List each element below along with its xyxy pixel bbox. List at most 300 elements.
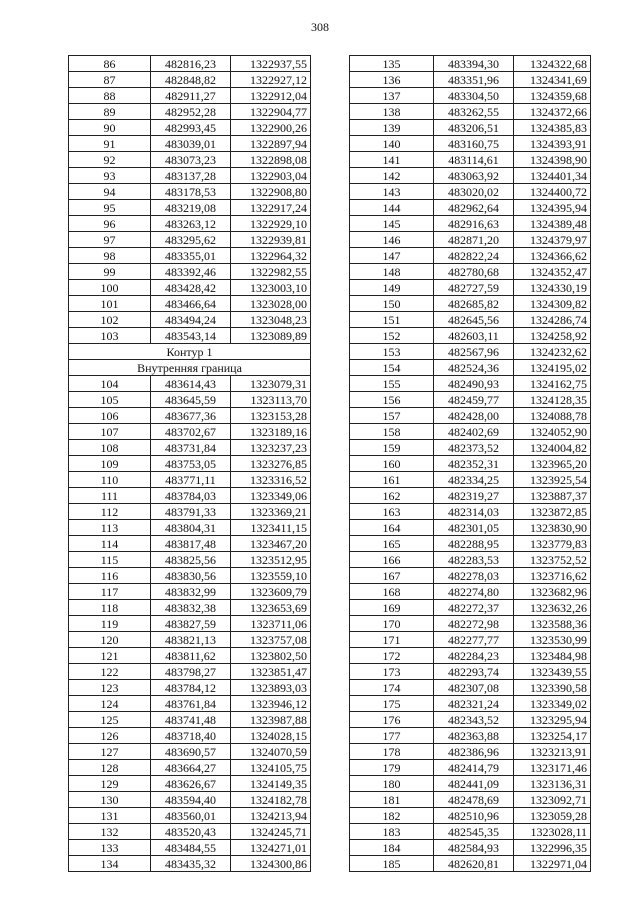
table-row xyxy=(350,696,591,712)
table-row xyxy=(350,792,591,808)
y-coordinate-cell: 1324271,01 xyxy=(231,840,311,856)
x-coordinate-cell: 483702,67 xyxy=(151,424,231,440)
y-coordinate-cell: 1322904,77 xyxy=(231,104,311,120)
y-coordinate-cell: 1322908,80 xyxy=(231,184,311,200)
y-coordinate-cell: 1323682,96 xyxy=(514,584,591,600)
point-number-cell: 133 xyxy=(69,840,151,856)
table-row xyxy=(69,488,311,504)
table-row xyxy=(350,568,591,584)
table-row xyxy=(350,56,591,72)
y-coordinate-cell: 1324300,86 xyxy=(231,856,311,872)
point-number-cell: 140 xyxy=(350,136,434,152)
table-row xyxy=(69,248,311,264)
page-number: 308 xyxy=(311,20,329,34)
table-row xyxy=(69,712,311,728)
y-coordinate-cell: 1323369,21 xyxy=(231,504,311,520)
y-coordinate-cell: 1322898,08 xyxy=(231,152,311,168)
point-number-cell: 139 xyxy=(350,120,434,136)
point-number-cell: 109 xyxy=(69,456,151,472)
table-row xyxy=(350,72,591,88)
y-coordinate-cell: 1323276,85 xyxy=(231,456,311,472)
table-row xyxy=(69,440,311,456)
table-row xyxy=(69,88,311,104)
y-coordinate-cell: 1323153,28 xyxy=(231,408,311,424)
point-number-cell: 131 xyxy=(69,808,151,824)
point-number-cell: 111 xyxy=(69,488,151,504)
y-coordinate-cell: 1323893,03 xyxy=(231,680,311,696)
table-row xyxy=(350,376,591,392)
x-coordinate-cell: 483718,40 xyxy=(151,728,231,744)
x-coordinate-cell: 483063,92 xyxy=(434,168,514,184)
y-coordinate-cell: 1324366,62 xyxy=(514,248,591,264)
y-coordinate-cell: 1323851,47 xyxy=(231,664,311,680)
point-number-cell: 152 xyxy=(350,328,434,344)
table-row xyxy=(69,216,311,232)
table-row xyxy=(350,504,591,520)
table-row xyxy=(350,520,591,536)
x-coordinate-cell: 482911,27 xyxy=(151,88,231,104)
point-number-cell: 179 xyxy=(350,760,434,776)
point-number-cell: 173 xyxy=(350,664,434,680)
point-number-cell: 94 xyxy=(69,184,151,200)
point-number-cell: 176 xyxy=(350,712,434,728)
table-row xyxy=(69,504,311,520)
table-row xyxy=(350,664,591,680)
x-coordinate-cell: 482283,53 xyxy=(434,552,514,568)
point-number-cell: 180 xyxy=(350,776,434,792)
y-coordinate-cell: 1324182,78 xyxy=(231,792,311,808)
table-row xyxy=(69,408,311,424)
table-row xyxy=(350,536,591,552)
point-number-cell: 102 xyxy=(69,312,151,328)
y-coordinate-cell: 1323830,90 xyxy=(514,520,591,536)
table-row xyxy=(350,488,591,504)
x-coordinate-cell: 482822,24 xyxy=(434,248,514,264)
y-coordinate-cell: 1324385,83 xyxy=(514,120,591,136)
point-number-cell: 123 xyxy=(69,680,151,696)
y-coordinate-cell: 1322903,04 xyxy=(231,168,311,184)
table-row xyxy=(69,328,311,344)
x-coordinate-cell: 483817,48 xyxy=(151,536,231,552)
x-coordinate-cell: 483753,05 xyxy=(151,456,231,472)
x-coordinate-cell: 483543,14 xyxy=(151,328,231,344)
point-number-cell: 174 xyxy=(350,680,434,696)
table-row xyxy=(69,520,311,536)
x-coordinate-cell: 482780,68 xyxy=(434,264,514,280)
y-coordinate-cell: 1323254,17 xyxy=(514,728,591,744)
x-coordinate-cell: 483811,62 xyxy=(151,648,231,664)
table-row xyxy=(69,856,311,872)
point-number-cell: 98 xyxy=(69,248,151,264)
point-number-cell: 122 xyxy=(69,664,151,680)
y-coordinate-cell: 1323003,10 xyxy=(231,280,311,296)
y-coordinate-cell: 1323059,28 xyxy=(514,808,591,824)
point-number-cell: 119 xyxy=(69,616,151,632)
x-coordinate-cell: 482343,52 xyxy=(434,712,514,728)
table-row xyxy=(69,568,311,584)
point-number-cell: 142 xyxy=(350,168,434,184)
point-number-cell: 110 xyxy=(69,472,151,488)
y-coordinate-cell: 1323349,06 xyxy=(231,488,311,504)
table-row xyxy=(350,264,591,280)
table-row xyxy=(350,168,591,184)
x-coordinate-cell: 482620,81 xyxy=(434,856,514,872)
point-number-cell: 161 xyxy=(350,472,434,488)
point-number-cell: 124 xyxy=(69,696,151,712)
point-number-cell: 146 xyxy=(350,232,434,248)
table-row xyxy=(350,632,591,648)
point-number-cell: 121 xyxy=(69,648,151,664)
x-coordinate-cell: 482414,79 xyxy=(434,760,514,776)
x-coordinate-cell: 482524,36 xyxy=(434,360,514,376)
point-number-cell: 150 xyxy=(350,296,434,312)
table-row xyxy=(69,600,311,616)
table-row xyxy=(350,360,591,376)
table-row xyxy=(69,648,311,664)
table-row xyxy=(69,552,311,568)
table-row xyxy=(69,840,311,856)
x-coordinate-cell: 483645,59 xyxy=(151,392,231,408)
y-coordinate-cell: 1323028,00 xyxy=(231,296,311,312)
point-number-cell: 141 xyxy=(350,152,434,168)
y-coordinate-cell: 1323711,06 xyxy=(231,616,311,632)
point-number-cell: 165 xyxy=(350,536,434,552)
y-coordinate-cell: 1323512,95 xyxy=(231,552,311,568)
point-number-cell: 125 xyxy=(69,712,151,728)
x-coordinate-cell: 482993,45 xyxy=(151,120,231,136)
y-coordinate-cell: 1323213,91 xyxy=(514,744,591,760)
x-coordinate-cell: 482272,37 xyxy=(434,600,514,616)
y-coordinate-cell: 1323349,02 xyxy=(514,696,591,712)
point-number-cell: 153 xyxy=(350,344,434,360)
point-number-cell: 115 xyxy=(69,552,151,568)
point-number-cell: 185 xyxy=(350,856,434,872)
x-coordinate-cell: 483664,27 xyxy=(151,760,231,776)
y-coordinate-cell: 1324389,48 xyxy=(514,216,591,232)
table-row xyxy=(69,584,311,600)
point-number-cell: 172 xyxy=(350,648,434,664)
y-coordinate-cell: 1323559,10 xyxy=(231,568,311,584)
table-row xyxy=(350,680,591,696)
x-coordinate-cell: 483825,56 xyxy=(151,552,231,568)
point-number-cell: 136 xyxy=(350,72,434,88)
table-row xyxy=(350,824,591,840)
x-coordinate-cell: 483494,24 xyxy=(151,312,231,328)
point-number-cell: 128 xyxy=(69,760,151,776)
x-coordinate-cell: 483304,50 xyxy=(434,88,514,104)
point-number-cell: 156 xyxy=(350,392,434,408)
section-subtitle: Внутренняя граница xyxy=(69,360,311,376)
point-number-cell: 92 xyxy=(69,152,151,168)
table-row xyxy=(350,600,591,616)
x-coordinate-cell: 483626,67 xyxy=(151,776,231,792)
point-number-cell: 137 xyxy=(350,88,434,104)
y-coordinate-cell: 1323028,11 xyxy=(514,824,591,840)
y-coordinate-cell: 1323716,62 xyxy=(514,568,591,584)
table-row xyxy=(350,760,591,776)
y-coordinate-cell: 1324401,34 xyxy=(514,168,591,184)
x-coordinate-cell: 482567,96 xyxy=(434,344,514,360)
x-coordinate-cell: 482352,31 xyxy=(434,456,514,472)
table-row xyxy=(350,104,591,120)
x-coordinate-cell: 483741,48 xyxy=(151,712,231,728)
x-coordinate-cell: 483394,30 xyxy=(434,56,514,72)
x-coordinate-cell: 482334,25 xyxy=(434,472,514,488)
point-number-cell: 157 xyxy=(350,408,434,424)
point-number-cell: 149 xyxy=(350,280,434,296)
point-number-cell: 159 xyxy=(350,440,434,456)
table-row xyxy=(350,456,591,472)
table-row xyxy=(350,616,591,632)
table-row xyxy=(69,616,311,632)
point-number-cell: 97 xyxy=(69,232,151,248)
table-row xyxy=(69,72,311,88)
x-coordinate-cell: 482321,24 xyxy=(434,696,514,712)
y-coordinate-cell: 1324258,92 xyxy=(514,328,591,344)
table-row xyxy=(69,776,311,792)
table-row xyxy=(69,200,311,216)
x-coordinate-cell: 483784,03 xyxy=(151,488,231,504)
x-coordinate-cell: 483832,99 xyxy=(151,584,231,600)
table-row xyxy=(350,136,591,152)
y-coordinate-cell: 1324286,74 xyxy=(514,312,591,328)
table-row xyxy=(69,376,311,392)
table-row xyxy=(69,392,311,408)
point-number-cell: 103 xyxy=(69,328,151,344)
x-coordinate-cell: 483791,33 xyxy=(151,504,231,520)
y-coordinate-cell: 1323588,36 xyxy=(514,616,591,632)
table-row xyxy=(69,104,311,120)
y-coordinate-cell: 1324232,62 xyxy=(514,344,591,360)
x-coordinate-cell: 483435,32 xyxy=(151,856,231,872)
x-coordinate-cell: 482314,03 xyxy=(434,504,514,520)
y-coordinate-cell: 1324352,47 xyxy=(514,264,591,280)
point-number-cell: 145 xyxy=(350,216,434,232)
section-title: Контур 1 xyxy=(69,344,311,360)
y-coordinate-cell: 1323530,99 xyxy=(514,632,591,648)
y-coordinate-cell: 1324379,97 xyxy=(514,232,591,248)
x-coordinate-cell: 482386,96 xyxy=(434,744,514,760)
point-number-cell: 148 xyxy=(350,264,434,280)
x-coordinate-cell: 483351,96 xyxy=(434,72,514,88)
x-coordinate-cell: 482848,82 xyxy=(151,72,231,88)
y-coordinate-cell: 1322982,55 xyxy=(231,264,311,280)
table-row xyxy=(69,728,311,744)
y-coordinate-cell: 1322897,94 xyxy=(231,136,311,152)
table-row xyxy=(69,56,311,72)
x-coordinate-cell: 483771,11 xyxy=(151,472,231,488)
x-coordinate-cell: 483114,61 xyxy=(434,152,514,168)
point-number-cell: 168 xyxy=(350,584,434,600)
y-coordinate-cell: 1323189,16 xyxy=(231,424,311,440)
table-row xyxy=(350,584,591,600)
x-coordinate-cell: 483484,55 xyxy=(151,840,231,856)
point-number-cell: 127 xyxy=(69,744,151,760)
point-number-cell: 106 xyxy=(69,408,151,424)
y-coordinate-cell: 1322912,04 xyxy=(231,88,311,104)
x-coordinate-cell: 482545,35 xyxy=(434,824,514,840)
point-number-cell: 126 xyxy=(69,728,151,744)
table-row xyxy=(350,552,591,568)
table-row xyxy=(69,184,311,200)
x-coordinate-cell: 483731,84 xyxy=(151,440,231,456)
y-coordinate-cell: 1323171,46 xyxy=(514,760,591,776)
y-coordinate-cell: 1324213,94 xyxy=(231,808,311,824)
y-coordinate-cell: 1323113,70 xyxy=(231,392,311,408)
table-row xyxy=(69,744,311,760)
point-number-cell: 154 xyxy=(350,360,434,376)
table-row xyxy=(350,88,591,104)
point-number-cell: 164 xyxy=(350,520,434,536)
y-coordinate-cell: 1323925,54 xyxy=(514,472,591,488)
y-coordinate-cell: 1323411,15 xyxy=(231,520,311,536)
point-number-cell: 170 xyxy=(350,616,434,632)
point-number-cell: 104 xyxy=(69,376,151,392)
y-coordinate-cell: 1323295,94 xyxy=(514,712,591,728)
x-coordinate-cell: 482288,95 xyxy=(434,536,514,552)
x-coordinate-cell: 482459,77 xyxy=(434,392,514,408)
x-coordinate-cell: 483804,31 xyxy=(151,520,231,536)
point-number-cell: 169 xyxy=(350,600,434,616)
point-number-cell: 89 xyxy=(69,104,151,120)
point-number-cell: 95 xyxy=(69,200,151,216)
point-number-cell: 99 xyxy=(69,264,151,280)
table-row xyxy=(350,648,591,664)
y-coordinate-cell: 1323987,88 xyxy=(231,712,311,728)
point-number-cell: 129 xyxy=(69,776,151,792)
y-coordinate-cell: 1324195,02 xyxy=(514,360,591,376)
x-coordinate-cell: 482293,74 xyxy=(434,664,514,680)
x-coordinate-cell: 483263,12 xyxy=(151,216,231,232)
y-coordinate-cell: 1322939,81 xyxy=(231,232,311,248)
table-row xyxy=(69,792,311,808)
table-row xyxy=(350,328,591,344)
y-coordinate-cell: 1323653,69 xyxy=(231,600,311,616)
point-number-cell: 163 xyxy=(350,504,434,520)
y-coordinate-cell: 1324028,15 xyxy=(231,728,311,744)
point-number-cell: 113 xyxy=(69,520,151,536)
x-coordinate-cell: 483821,13 xyxy=(151,632,231,648)
point-number-cell: 160 xyxy=(350,456,434,472)
x-coordinate-cell: 483560,01 xyxy=(151,808,231,824)
y-coordinate-cell: 1323946,12 xyxy=(231,696,311,712)
x-coordinate-cell: 483160,75 xyxy=(434,136,514,152)
x-coordinate-cell: 482277,77 xyxy=(434,632,514,648)
x-coordinate-cell: 482490,93 xyxy=(434,376,514,392)
y-coordinate-cell: 1324070,59 xyxy=(231,744,311,760)
table-row xyxy=(69,424,311,440)
point-number-cell: 162 xyxy=(350,488,434,504)
point-number-cell: 171 xyxy=(350,632,434,648)
x-coordinate-cell: 482284,23 xyxy=(434,648,514,664)
x-coordinate-cell: 483690,57 xyxy=(151,744,231,760)
x-coordinate-cell: 482478,69 xyxy=(434,792,514,808)
point-number-cell: 132 xyxy=(69,824,151,840)
y-coordinate-cell: 1322929,10 xyxy=(231,216,311,232)
y-coordinate-cell: 1324105,75 xyxy=(231,760,311,776)
point-number-cell: 178 xyxy=(350,744,434,760)
point-number-cell: 90 xyxy=(69,120,151,136)
x-coordinate-cell: 483832,38 xyxy=(151,600,231,616)
table-row xyxy=(350,248,591,264)
point-number-cell: 112 xyxy=(69,504,151,520)
point-number-cell: 86 xyxy=(69,56,151,72)
y-coordinate-cell: 1324162,75 xyxy=(514,376,591,392)
y-coordinate-cell: 1323237,23 xyxy=(231,440,311,456)
point-number-cell: 151 xyxy=(350,312,434,328)
y-coordinate-cell: 1323092,71 xyxy=(514,792,591,808)
point-number-cell: 134 xyxy=(69,856,151,872)
y-coordinate-cell: 1322900,26 xyxy=(231,120,311,136)
point-number-cell: 167 xyxy=(350,568,434,584)
table-row xyxy=(69,296,311,312)
table-row xyxy=(350,728,591,744)
table-row xyxy=(350,408,591,424)
point-number-cell: 138 xyxy=(350,104,434,120)
point-number-cell: 130 xyxy=(69,792,151,808)
x-coordinate-cell: 483614,43 xyxy=(151,376,231,392)
table-row xyxy=(69,536,311,552)
y-coordinate-cell: 1324393,91 xyxy=(514,136,591,152)
x-coordinate-cell: 483206,51 xyxy=(434,120,514,136)
y-coordinate-cell: 1323079,31 xyxy=(231,376,311,392)
y-coordinate-cell: 1324149,35 xyxy=(231,776,311,792)
y-coordinate-cell: 1324400,72 xyxy=(514,184,591,200)
point-number-cell: 116 xyxy=(69,568,151,584)
y-coordinate-cell: 1323887,37 xyxy=(514,488,591,504)
table-row xyxy=(69,264,311,280)
x-coordinate-cell: 483295,62 xyxy=(151,232,231,248)
point-number-cell: 144 xyxy=(350,200,434,216)
table-row xyxy=(350,296,591,312)
x-coordinate-cell: 483520,43 xyxy=(151,824,231,840)
y-coordinate-cell: 1324309,82 xyxy=(514,296,591,312)
point-number-cell: 93 xyxy=(69,168,151,184)
y-coordinate-cell: 1322917,24 xyxy=(231,200,311,216)
table-row xyxy=(350,184,591,200)
y-coordinate-cell: 1323390,58 xyxy=(514,680,591,696)
y-coordinate-cell: 1323316,52 xyxy=(231,472,311,488)
point-number-cell: 147 xyxy=(350,248,434,264)
table-row xyxy=(350,344,591,360)
point-number-cell: 101 xyxy=(69,296,151,312)
x-coordinate-cell: 482363,88 xyxy=(434,728,514,744)
table-row xyxy=(350,472,591,488)
point-number-cell: 87 xyxy=(69,72,151,88)
table-row xyxy=(350,776,591,792)
y-coordinate-cell: 1323802,50 xyxy=(231,648,311,664)
y-coordinate-cell: 1324372,66 xyxy=(514,104,591,120)
point-number-cell: 166 xyxy=(350,552,434,568)
left-coordinates-table xyxy=(68,55,311,872)
point-number-cell: 184 xyxy=(350,840,434,856)
y-coordinate-cell: 1322971,04 xyxy=(514,856,591,872)
section-heading-row xyxy=(69,344,311,360)
table-row xyxy=(350,216,591,232)
y-coordinate-cell: 1324359,68 xyxy=(514,88,591,104)
x-coordinate-cell: 483219,08 xyxy=(151,200,231,216)
y-coordinate-cell: 1324052,90 xyxy=(514,424,591,440)
table-row xyxy=(350,744,591,760)
table-row xyxy=(69,760,311,776)
table-row xyxy=(69,456,311,472)
x-coordinate-cell: 482510,96 xyxy=(434,808,514,824)
x-coordinate-cell: 483761,84 xyxy=(151,696,231,712)
table-row xyxy=(69,232,311,248)
y-coordinate-cell: 1323467,20 xyxy=(231,536,311,552)
table-row xyxy=(69,168,311,184)
table-row xyxy=(350,840,591,856)
